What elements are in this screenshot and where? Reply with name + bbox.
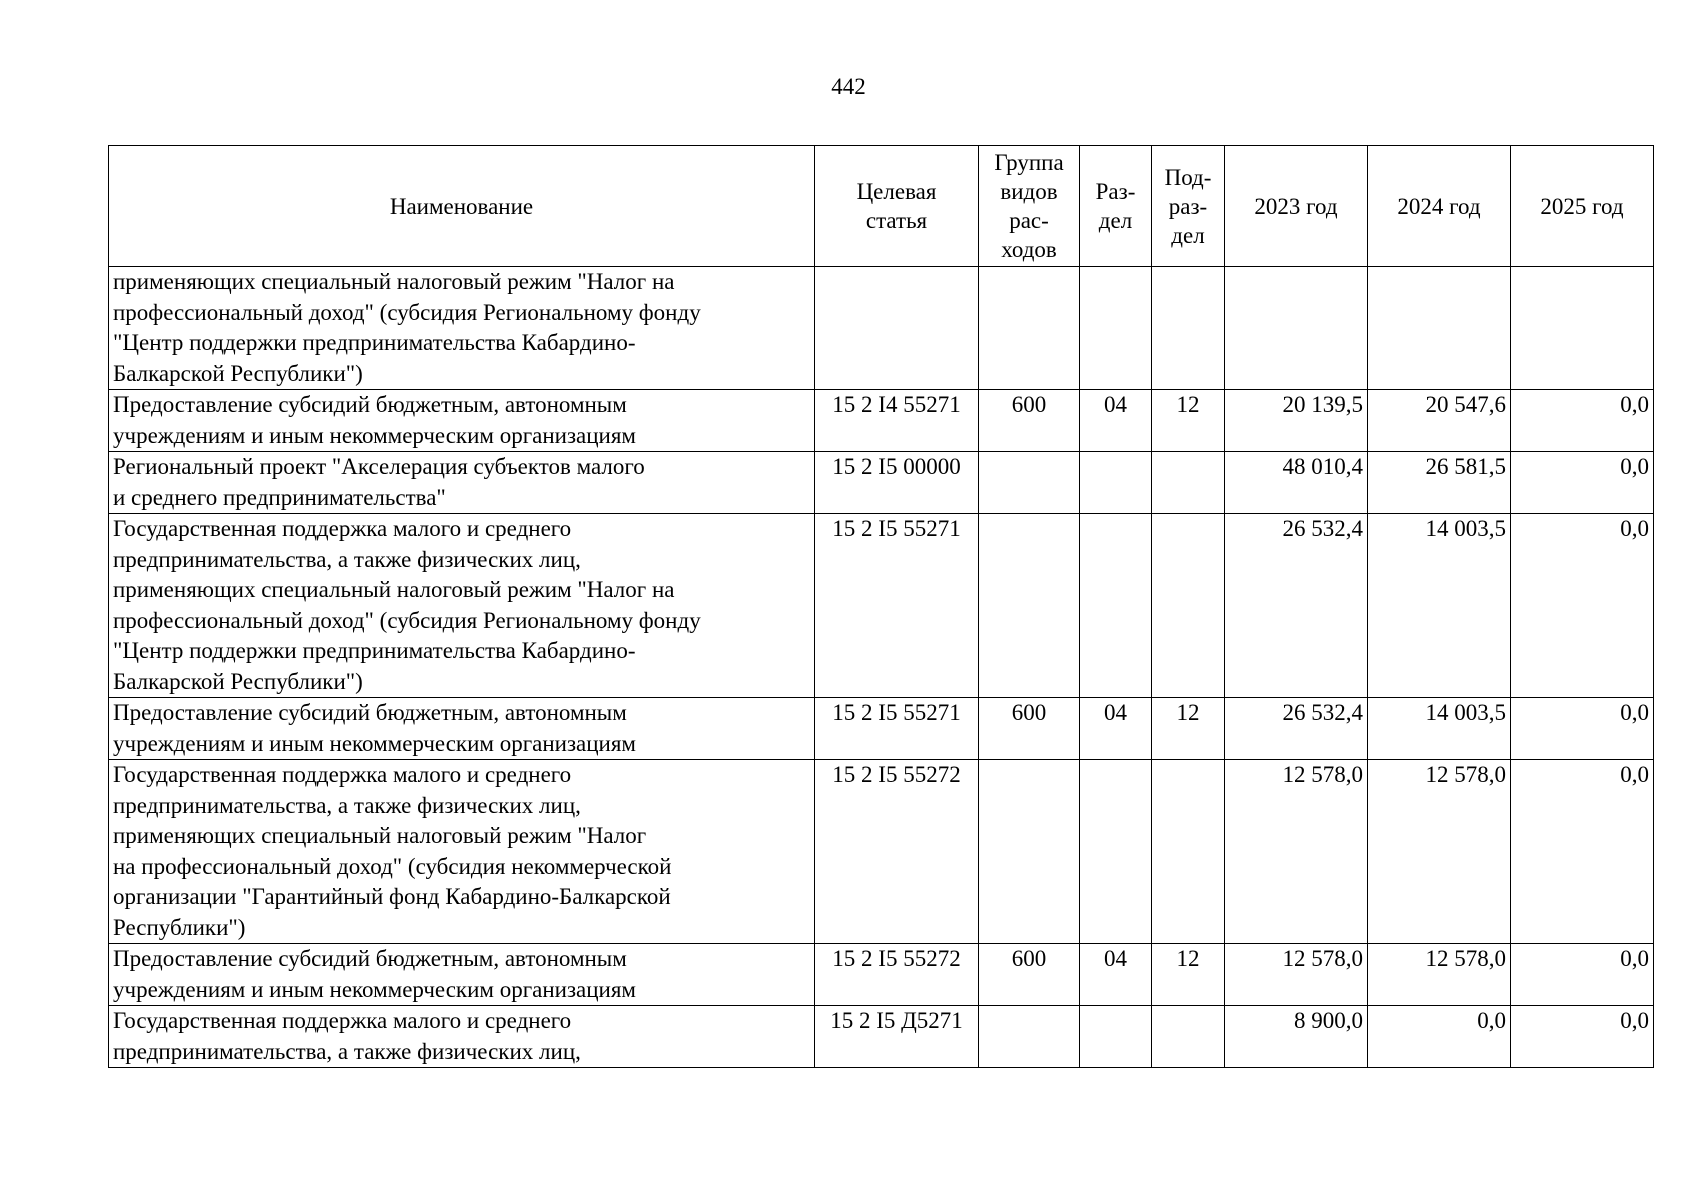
table-row (109, 514, 1654, 698)
cell-2025: 0,0 (1511, 1006, 1654, 1068)
cell-name: Государственная поддержка малого и среднего предпринимательства, а также физических лиц, применяющих специальный налоговый режим "Налог на профессиональный доход" (субсидия Региональному фонду "Центр поддержки предпринимательства Кабардино- Балкарской Республики") (109, 514, 815, 698)
cell-expense-group (979, 760, 1080, 944)
cell-2023: 26 532,4 (1225, 514, 1368, 698)
cell-subsection: 12 (1152, 944, 1225, 1006)
cell-2024: 0,0 (1368, 1006, 1511, 1068)
header-expense-group: Группа видов рас- ходов (979, 146, 1080, 267)
cell-2024: 14 003,5 (1368, 514, 1511, 698)
cell-2023 (1225, 267, 1368, 390)
table-row (109, 452, 1654, 514)
cell-target-article: 15 2 I5 55271 (815, 698, 979, 760)
cell-2023: 8 900,0 (1225, 1006, 1368, 1068)
cell-2025 (1511, 267, 1654, 390)
cell-2025: 0,0 (1511, 452, 1654, 514)
cell-target-article (815, 267, 979, 390)
table-row (109, 944, 1654, 1006)
cell-subsection (1152, 760, 1225, 944)
cell-name: применяющих специальный налоговый режим "Налог на профессиональный доход" (субсидия Региональному фонду "Центр поддержки предпринимательства Кабардино- Балкарской Республики") (109, 267, 815, 390)
cell-expense-group: 600 (979, 698, 1080, 760)
cell-section: 04 (1080, 390, 1152, 452)
cell-section (1080, 452, 1152, 514)
table-row (109, 760, 1654, 944)
cell-subsection (1152, 1006, 1225, 1068)
cell-name: Предоставление субсидий бюджетным, автономным учреждениям и иным некоммерческим организациям (109, 944, 815, 1006)
cell-section (1080, 760, 1152, 944)
cell-expense-group (979, 267, 1080, 390)
cell-subsection (1152, 267, 1225, 390)
cell-subsection (1152, 452, 1225, 514)
budget-table (108, 145, 1654, 1068)
cell-2023: 26 532,4 (1225, 698, 1368, 760)
cell-section: 04 (1080, 698, 1152, 760)
cell-target-article: 15 2 I5 Д5271 (815, 1006, 979, 1068)
cell-name: Государственная поддержка малого и среднего предпринимательства, а также физических лиц, применяющих специальный налоговый режим "Налог на профессиональный доход" (субсидия некоммерческой организации "Гарантийный фонд Кабардино-Балкарской Республики") (109, 760, 815, 944)
cell-subsection: 12 (1152, 698, 1225, 760)
cell-expense-group: 600 (979, 390, 1080, 452)
header-2024: 2024 год (1368, 146, 1511, 267)
cell-section (1080, 514, 1152, 698)
cell-section: 04 (1080, 944, 1152, 1006)
cell-target-article: 15 2 I4 55271 (815, 390, 979, 452)
page-number: 442 (831, 74, 866, 99)
cell-name: Предоставление субсидий бюджетным, автономным учреждениям и иным некоммерческим организациям (109, 390, 815, 452)
cell-target-article: 15 2 I5 00000 (815, 452, 979, 514)
header-name: Наименование (109, 146, 815, 267)
header-section: Раз- дел (1080, 146, 1152, 267)
cell-2024: 20 547,6 (1368, 390, 1511, 452)
cell-2025: 0,0 (1511, 698, 1654, 760)
cell-2025: 0,0 (1511, 514, 1654, 698)
cell-name: Государственная поддержка малого и среднего предпринимательства, а также физических лиц, (109, 1006, 815, 1068)
header-2025: 2025 год (1511, 146, 1654, 267)
cell-2023: 12 578,0 (1225, 944, 1368, 1006)
cell-2024: 14 003,5 (1368, 698, 1511, 760)
cell-2023: 12 578,0 (1225, 760, 1368, 944)
table-row (109, 1006, 1654, 1068)
cell-2025: 0,0 (1511, 760, 1654, 944)
cell-expense-group (979, 514, 1080, 698)
cell-section (1080, 267, 1152, 390)
cell-2025: 0,0 (1511, 390, 1654, 452)
cell-2024: 26 581,5 (1368, 452, 1511, 514)
cell-expense-group (979, 1006, 1080, 1068)
table-header-row (109, 146, 1654, 267)
header-target-article: Целевая статья (815, 146, 979, 267)
cell-name: Предоставление субсидий бюджетным, автономным учреждениям и иным некоммерческим организациям (109, 698, 815, 760)
cell-target-article: 15 2 I5 55272 (815, 944, 979, 1006)
cell-target-article: 15 2 I5 55271 (815, 514, 979, 698)
header-2023: 2023 год (1225, 146, 1368, 267)
table-row (109, 267, 1654, 390)
cell-name: Региональный проект "Акселерация субъектов малого и среднего предпринимательства" (109, 452, 815, 514)
table-row (109, 698, 1654, 760)
cell-subsection (1152, 514, 1225, 698)
cell-expense-group: 600 (979, 944, 1080, 1006)
table-row (109, 390, 1654, 452)
cell-target-article: 15 2 I5 55272 (815, 760, 979, 944)
cell-subsection: 12 (1152, 390, 1225, 452)
cell-section (1080, 1006, 1152, 1068)
cell-2025: 0,0 (1511, 944, 1654, 1006)
cell-2024 (1368, 267, 1511, 390)
cell-2024: 12 578,0 (1368, 944, 1511, 1006)
cell-2024: 12 578,0 (1368, 760, 1511, 944)
cell-2023: 20 139,5 (1225, 390, 1368, 452)
cell-2023: 48 010,4 (1225, 452, 1368, 514)
cell-expense-group (979, 452, 1080, 514)
header-subsection: Под- раз- дел (1152, 146, 1225, 267)
